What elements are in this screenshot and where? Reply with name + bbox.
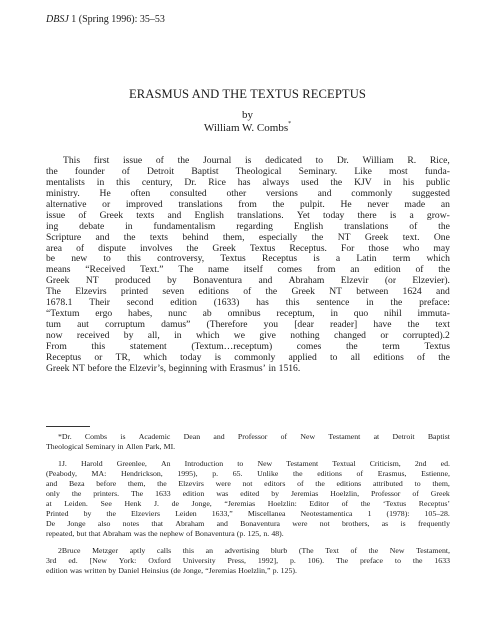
footnote-text-line: 2Bruce Metzger aptly calls this an advertising blurb (The Text of the New Testament, — [58, 546, 450, 555]
body-text-line: now received by all, in which we give nothing changed or corrupted).2 — [46, 330, 450, 341]
body-text-line: “Textum ergo habes, nunc ab omnibus receptum, in quo nihil immuta- — [46, 308, 450, 320]
footnote-text-line: Printed by the Elzeviers Leiden 1633,” Miscellanea Neotestamentica 1 (1978): 105–28. — [46, 509, 450, 518]
author-name — [0, 122, 495, 134]
body-text-line: Scripture and the texts behind them, especially the NT Greek text. One — [46, 231, 450, 243]
body-text-line: alternative or improved translations from the pulpit. He never made an — [46, 198, 450, 210]
author-name-text: William W. Combs — [203, 122, 289, 134]
body-text-line: be new to this controversy, Textus Receptus is a Latin term which — [46, 253, 450, 265]
body-text-line: the founder of Detroit Baptist Theological Seminary. Like most funda- — [46, 165, 450, 177]
author-footnote-mark: * — [288, 121, 292, 128]
body-text-line: From this statement (Textum…receptum) comes the term Textus — [46, 340, 450, 352]
body-paragraph — [46, 156, 450, 375]
footnote-text-line: at Leiden. See Henk J. de Jonge, “Jeremias Hoelzlin: Editor of the ‘Textus Receptus’ — [46, 499, 450, 508]
byline-by: by — [242, 109, 253, 121]
body-text-line: Greek NT produced by Bonaventura and Abraham Elzevir (or Elzevier). — [46, 275, 450, 287]
footnote-text-line: 1J. Harold Greenlee, An Introduction to New Testament Textual Criticism, 2nd ed. — [58, 459, 450, 468]
body-text-line: tum aut corruptum damus” (Therefore you [dear reader] have the text — [46, 319, 450, 331]
body-text-line: The Elzevirs printed seven editions of the Greek NT between 1624 and — [46, 286, 450, 298]
footnote-text-line: repeated, but that Abraham was the nephew of Bonaventura (p. 125, n. 48). — [46, 529, 284, 538]
footnote-text-line: and Beza before them, the Elzevirs were not editors of the editions attributed to them, — [46, 479, 450, 488]
body-text-line: means “Received Text.” The name itself comes from an edition of the — [46, 264, 450, 276]
footnote-1 — [46, 459, 450, 539]
body-text-line: 1678.1 Their second edition (1633) has this sentence in the preface: — [46, 297, 450, 309]
body-text-line: Greek NT before the Elzevir’s, beginning with Erasmus’ in 1516. — [46, 362, 301, 374]
body-text-line: This first issue of the Journal is dedicated to Dr. William R. Rice, — [63, 155, 450, 166]
article-title: ERASMUS AND THE TEXTUS RECEPTUS — [128, 87, 367, 101]
footnote-divider — [46, 426, 90, 427]
footnote-2 — [46, 546, 450, 576]
footnote-text-line: 3rd ed. [New York: Oxford University Press, 1992], p. 106). The preface to the 1633 — [46, 556, 450, 565]
footnote-text-line: De Jonge also notes that Abraham and Bonaventura were not brothers, as is frequently — [46, 519, 450, 528]
footnote-text-line: only the printers. The 1633 edition was edited by Jeremias Hoelzlin, Professor of Greek — [46, 489, 450, 498]
footnotes — [46, 432, 450, 583]
body-text-line: ing debate in fundamentalism regarding English translations of the — [46, 220, 450, 232]
body-text-line: issue of Greek texts and English translations. Yet today there is a grow- — [46, 209, 450, 221]
journal-citation — [46, 14, 165, 25]
body-text-line: Receptus or TR, which today is commonly applied to all editions of the — [46, 351, 450, 363]
footnote-text-line: *Dr. Combs is Academic Dean and Professor of New Testament at Detroit Baptist — [58, 432, 450, 441]
journal-abbreviation: DBSJ — [46, 14, 69, 25]
footnote-text-line: (Peabody, MA: Hendrickson, 1995), p. 65. Unlike the editions of Erasmus, Estienne, — [46, 469, 450, 478]
footnote-text-line: Theological Seminary in Allen Park, MI. — [46, 442, 176, 451]
body-text-line: area of dispute involves the Greek Textus Receptus. For those who may — [46, 242, 450, 254]
body-text-line: mentalists in this century, Dr. Rice has always used the KJV in his public — [46, 176, 450, 188]
footnote-text-line: edition was written by Daniel Heinsius (de Jonge, “Jeremias Hoelzlin,” p. 125). — [46, 566, 297, 575]
footnote-author — [46, 432, 450, 452]
issue-info: 1 (Spring 1996): 35–53 — [68, 14, 165, 25]
body-text-line: ministry. He often consulted other versions and commonly suggested — [46, 187, 450, 199]
